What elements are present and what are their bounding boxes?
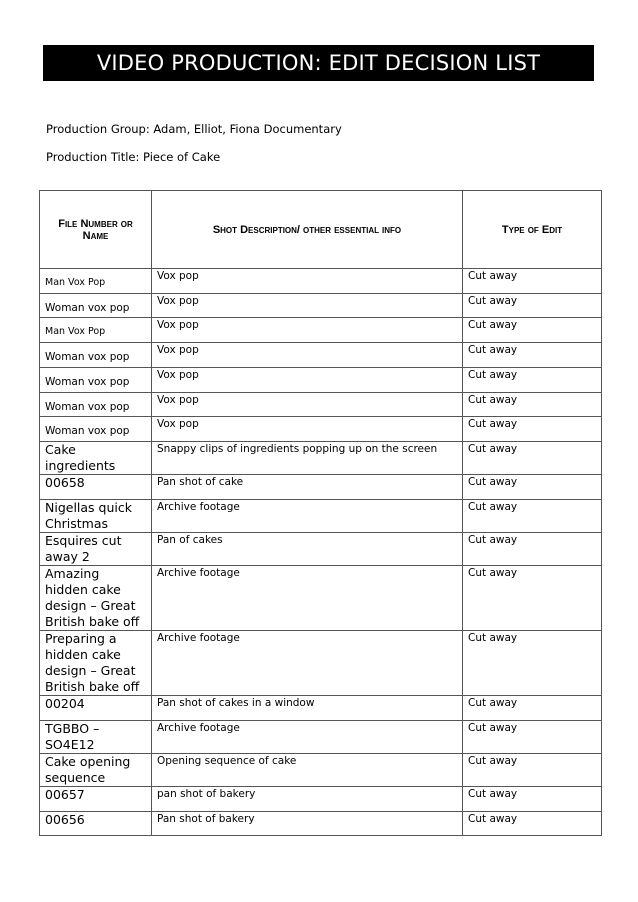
edit-cell: Cut away <box>463 294 602 318</box>
shot-cell: Archive footage <box>152 566 463 631</box>
file-cell: Esquires cut away 2 <box>40 533 152 566</box>
table-row <box>40 631 602 696</box>
header-type-of-edit: Type of Edit <box>463 191 602 269</box>
edit-cell: Cut away <box>463 318 602 343</box>
file-cell: Man Vox Pop <box>40 269 152 294</box>
shot-cell: Vox pop <box>152 269 463 294</box>
edit-cell: Cut away <box>463 417 602 442</box>
file-cell: Nigellas quick Christmas <box>40 500 152 533</box>
edit-cell: Cut away <box>463 812 602 836</box>
table-row <box>40 500 602 533</box>
table-row <box>40 294 602 318</box>
table-row <box>40 269 602 294</box>
table-row <box>40 812 602 836</box>
shot-cell: pan shot of bakery <box>152 787 463 812</box>
shot-cell: Snappy clips of ingredients popping up on the screen <box>152 442 463 475</box>
file-cell: Man Vox Pop <box>40 318 152 343</box>
shot-cell: Vox pop <box>152 294 463 318</box>
production-group: Production Group: Adam, Elliot, Fiona Documentary <box>46 122 342 136</box>
document-title: VIDEO PRODUCTION: EDIT DECISION LIST <box>43 45 594 81</box>
table-row <box>40 533 602 566</box>
file-cell: Preparing a hidden cake design – Great British bake off <box>40 631 152 696</box>
file-cell: Cake opening sequence <box>40 754 152 787</box>
edit-cell: Cut away <box>463 500 602 533</box>
edit-cell: Cut away <box>463 475 602 500</box>
shot-cell: Archive footage <box>152 631 463 696</box>
shot-cell: Vox pop <box>152 343 463 368</box>
header-file-number: File Number or Name <box>40 191 152 269</box>
file-cell: TGBBO – SO4E12 <box>40 721 152 754</box>
file-cell: 00658 <box>40 475 152 500</box>
file-cell: Amazing hidden cake design – Great British bake off <box>40 566 152 631</box>
table-row <box>40 754 602 787</box>
edit-cell: Cut away <box>463 696 602 721</box>
table-row <box>40 787 602 812</box>
shot-cell: Pan shot of cakes in a window <box>152 696 463 721</box>
edit-cell: Cut away <box>463 393 602 417</box>
edit-cell: Cut away <box>463 368 602 393</box>
shot-cell: Pan of cakes <box>152 533 463 566</box>
header-shot-description: Shot Description/ other essential info <box>152 191 463 269</box>
shot-cell: Vox pop <box>152 318 463 343</box>
shot-cell: Pan shot of bakery <box>152 812 463 836</box>
file-cell: Cake ingredients <box>40 442 152 475</box>
table-row <box>40 475 602 500</box>
table-row <box>40 318 602 343</box>
edit-cell: Cut away <box>463 631 602 696</box>
edit-cell: Cut away <box>463 343 602 368</box>
file-cell: Woman vox pop <box>40 368 152 393</box>
file-cell: 00204 <box>40 696 152 721</box>
table-header-row <box>40 191 602 269</box>
file-cell: 00656 <box>40 812 152 836</box>
table-row <box>40 696 602 721</box>
edit-cell: Cut away <box>463 442 602 475</box>
table-row <box>40 393 602 417</box>
file-cell: Woman vox pop <box>40 343 152 368</box>
file-cell: Woman vox pop <box>40 294 152 318</box>
shot-cell: Archive footage <box>152 721 463 754</box>
shot-cell: Vox pop <box>152 417 463 442</box>
production-title: Production Title: Piece of Cake <box>46 150 221 164</box>
file-cell: 00657 <box>40 787 152 812</box>
table-row <box>40 721 602 754</box>
edit-cell: Cut away <box>463 754 602 787</box>
table-row <box>40 442 602 475</box>
shot-cell: Vox pop <box>152 368 463 393</box>
edit-cell: Cut away <box>463 721 602 754</box>
shot-cell: Vox pop <box>152 393 463 417</box>
edit-cell: Cut away <box>463 269 602 294</box>
edit-cell: Cut away <box>463 533 602 566</box>
edit-cell: Cut away <box>463 566 602 631</box>
edit-cell: Cut away <box>463 787 602 812</box>
file-cell: Woman vox pop <box>40 393 152 417</box>
table-row <box>40 343 602 368</box>
shot-cell: Opening sequence of cake <box>152 754 463 787</box>
table-row <box>40 368 602 393</box>
shot-cell: Archive footage <box>152 500 463 533</box>
table-row <box>40 566 602 631</box>
edit-decision-table <box>39 190 602 836</box>
file-cell: Woman vox pop <box>40 417 152 442</box>
table-row <box>40 417 602 442</box>
shot-cell: Pan shot of cake <box>152 475 463 500</box>
